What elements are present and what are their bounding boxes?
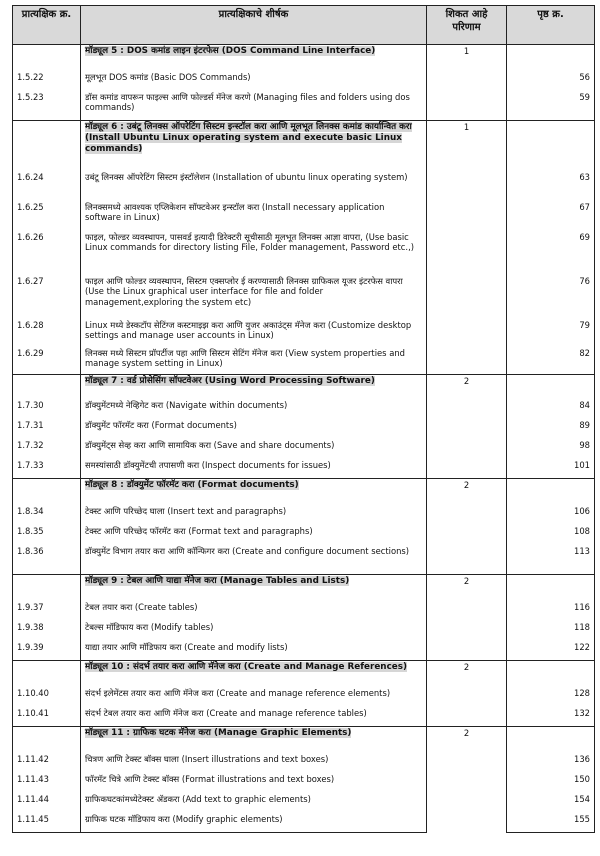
page-number: 113: [507, 545, 595, 575]
practical-code: 1.10.41: [13, 707, 81, 727]
module-outcome: 2: [427, 575, 507, 661]
practical-code: 1.9.37: [13, 601, 81, 621]
page-number: 155: [507, 813, 595, 833]
practical-code: 1.6.27: [13, 275, 81, 319]
practical-title: फाइल आणि फोल्डर व्यवस्थापन, सिस्टम एक्सप्लोर ई करण्यासाठी लिनक्स ग्राफिकल यूजर इंटरफेस वापरा (Use the Linux graphical user interface for file and folder management,exploring the system etc): [81, 275, 427, 319]
practical-row: [13, 753, 595, 773]
practical-title: याद्या तयार आणि मॉडिफाय करा (Create and modify lists): [81, 641, 427, 661]
module-title: [81, 727, 427, 753]
module-title-text: मॉड्यूल 5 : DOS कमांड लाइन इंटरफेस (DOS Command Line Interface): [85, 46, 376, 56]
module-title: [81, 121, 427, 171]
page-number: 84: [507, 399, 595, 419]
module-page-cell: [507, 45, 595, 71]
practical-code: 1.8.35: [13, 525, 81, 545]
practical-row: [13, 601, 595, 621]
practical-title: टेक्स्ट आणि परिच्छेद फॉरमॅट करा (Format text and paragraphs): [81, 525, 427, 545]
practical-title: संदर्भ इलेमेंटस तयार करा आणि मॅनेज करा (Create and manage reference elements): [81, 687, 427, 707]
page-number: 116: [507, 601, 595, 621]
practical-row: [13, 399, 595, 419]
page-number: 101: [507, 459, 595, 479]
practical-row: [13, 71, 595, 91]
page-number: 89: [507, 419, 595, 439]
page-number: 98: [507, 439, 595, 459]
page-number: 122: [507, 641, 595, 661]
module-code-cell: [13, 575, 81, 601]
practical-title: टेबल्स मॉडिफाय करा (Modify tables): [81, 621, 427, 641]
module-code-cell: [13, 727, 81, 753]
module-header-row: [13, 375, 595, 399]
practical-code: 1.6.24: [13, 171, 81, 201]
practical-row: [13, 459, 595, 479]
practical-title: टेक्स्ट आणि परिच्छेद घाला (Insert text and paragraphs): [81, 505, 427, 525]
page-number: 154: [507, 793, 595, 813]
practical-code: 1.6.28: [13, 319, 81, 347]
practical-code: 1.6.25: [13, 201, 81, 231]
header-outcome: शिकत आहे परिणाम: [427, 6, 507, 45]
practical-code: 1.8.36: [13, 545, 81, 575]
module-code-cell: [13, 479, 81, 505]
module-header-row: [13, 121, 595, 171]
practical-title: लिनक्समध्ये आवश्यक एप्लिकेशन सॉफ्टवेअर इन्स्टॉल करा (Install necessary application software in Linux): [81, 201, 427, 231]
practical-code: 1.9.38: [13, 621, 81, 641]
module-title: [81, 479, 427, 505]
practical-code: 1.9.39: [13, 641, 81, 661]
module-outcome: 1: [427, 121, 507, 375]
module-header-row: [13, 575, 595, 601]
practical-title: संदर्भ टेबल तयार करा आणि मॅनेज करा (Create and manage reference tables): [81, 707, 427, 727]
module-outcome: 2: [427, 661, 507, 727]
practical-title: डॉक्युमेंट्स सेव्ह करा आणि सामायिक करा (Save and share documents): [81, 439, 427, 459]
practical-code: 1.7.32: [13, 439, 81, 459]
module-header-row: [13, 479, 595, 505]
page-number: 136: [507, 753, 595, 773]
practical-row: [13, 231, 595, 275]
module-outcome: 1: [427, 45, 507, 121]
practical-title: उबंटू लिनक्स ऑपरेटिंग सिस्टम इंस्टॉलेशन (Installation of ubuntu linux operating system): [81, 171, 427, 201]
module-page-cell: [507, 375, 595, 399]
practical-row: [13, 793, 595, 813]
module-outcome: 2: [427, 375, 507, 479]
practical-code: 1.11.45: [13, 813, 81, 833]
practical-code: 1.5.23: [13, 91, 81, 121]
practical-title: समस्यांसाठी डॉक्युमेंटची तपासणी करा (Inspect documents for issues): [81, 459, 427, 479]
module-title-text: मॉड्यूल 6 : उबंटू लिनक्स ऑपरेटिंग सिस्टम इन्स्टॉल करा आणि मूलभूत लिनक्स कमांड कार्यान्वित करा (Install Ubuntu Linux operating system and execute basic Linux commands): [85, 122, 412, 154]
module-title-text: मॉड्यूल 7 : वर्ड प्रोसेसिंग सॉफ्टवेअर (Using Word Processing Software): [85, 376, 375, 386]
practical-row: [13, 505, 595, 525]
module-code-cell: [13, 661, 81, 687]
practical-code: 1.6.26: [13, 231, 81, 275]
module-title-text: मॉड्यूल 10 : संदर्भ तयार करा आणि मॅनेज करा (Create and Manage References): [85, 662, 408, 672]
header-row: [13, 6, 595, 45]
page-number: 59: [507, 91, 595, 121]
header-code: प्रात्यक्षिक क्र.: [13, 6, 81, 45]
practical-row: [13, 525, 595, 545]
module-title: [81, 375, 427, 399]
practical-row: [13, 687, 595, 707]
practical-title: डॉक्युमेंट विभाग तयार करा आणि कॉन्फिगर करा (Create and configure document sections): [81, 545, 427, 575]
module-outcome: 2: [427, 727, 507, 833]
module-title: [81, 575, 427, 601]
practical-row: [13, 347, 595, 375]
practical-code: 1.8.34: [13, 505, 81, 525]
practical-title: Linux मध्ये डेस्कटॉप सेटिंग्ज कस्टमाइझ करा आणि युजर अकाउंट्स मॅनेज करा (Customize desktop settings and manage user accounts in Linux): [81, 319, 427, 347]
module-header-row: [13, 727, 595, 753]
practical-title: लिनक्स मध्ये सिस्टम प्रॉपर्टीज पहा आणि सिस्टम सेटिंग मॅनेज करा (View system properties and manage system setting in Linux): [81, 347, 427, 375]
practical-row: [13, 91, 595, 121]
module-title: [81, 661, 427, 687]
page-number: 118: [507, 621, 595, 641]
practical-row: [13, 171, 595, 201]
practical-row: [13, 319, 595, 347]
module-title-text: मॉड्यूल 11 : ग्राफिक घटक मॅनेज करा (Manage Graphic Elements): [85, 728, 352, 738]
module-page-cell: [507, 121, 595, 171]
practical-code: 1.7.31: [13, 419, 81, 439]
practical-code: 1.11.44: [13, 793, 81, 813]
practical-code: 1.7.33: [13, 459, 81, 479]
page-number: 69: [507, 231, 595, 275]
practical-row: [13, 275, 595, 319]
practical-row: [13, 707, 595, 727]
module-page-cell: [507, 479, 595, 505]
practical-title: डॉक्युमेंटमध्ये नेव्हिगेट करा (Navigate within documents): [81, 399, 427, 419]
module-page-cell: [507, 575, 595, 601]
practical-row: [13, 419, 595, 439]
module-header-row: [13, 45, 595, 71]
page-number: 132: [507, 707, 595, 727]
page-number: 108: [507, 525, 595, 545]
practical-code: 1.5.22: [13, 71, 81, 91]
page-number: 150: [507, 773, 595, 793]
practical-code: 1.6.29: [13, 347, 81, 375]
practical-title: चित्रण आणि टेक्स्ट बॉक्स घाला (Insert illustrations and text boxes): [81, 753, 427, 773]
module-code-cell: [13, 45, 81, 71]
practical-title: डॉस कमांड वापरून फाइल्स आणि फोल्डर्स मॅनेज करणे (Managing files and folders using dos commands): [81, 91, 427, 121]
practical-title: फाइल, फोल्डर व्यवस्थापन, पासवर्ड इत्यादी डिरेक्टरी सूचीसाठी मूलभूत लिनक्स आज्ञा वापरा, (Use basic Linux commands for directory listing File, Folder management, Password etc.,): [81, 231, 427, 275]
module-title-text: मॉड्यूल 9 : टेबल आणि याद्या मॅनेज करा (Manage Tables and Lists): [85, 576, 350, 586]
module-title: [81, 45, 427, 71]
practical-title: टेबल तयार करा (Create tables): [81, 601, 427, 621]
module-outcome: 2: [427, 479, 507, 575]
module-page-cell: [507, 727, 595, 753]
practical-row: [13, 621, 595, 641]
module-header-row: [13, 661, 595, 687]
page-number: 63: [507, 171, 595, 201]
practical-title: डॉक्युमेंट फॉरमॅट करा (Format documents): [81, 419, 427, 439]
practical-row: [13, 201, 595, 231]
module-code-cell: [13, 121, 81, 171]
module-page-cell: [507, 661, 595, 687]
page-number: 56: [507, 71, 595, 91]
practical-code: 1.11.42: [13, 753, 81, 773]
page-number: 82: [507, 347, 595, 375]
page-number: 76: [507, 275, 595, 319]
practical-title: ग्राफिक घटक मॉडिफाय करा (Modify graphic elements): [81, 813, 427, 833]
practical-title: ग्राफिकघटकांमध्येटेक्स्ट ॲडकरा (Add text to graphic elements): [81, 793, 427, 813]
header-page: पृष्ठ क्र.: [507, 6, 595, 45]
contents-body: [13, 45, 595, 833]
page-number: 79: [507, 319, 595, 347]
contents-table: [12, 5, 595, 833]
practical-code: 1.11.43: [13, 773, 81, 793]
practical-row: [13, 773, 595, 793]
practical-row: [13, 813, 595, 833]
header-title: प्रात्यक्षिकाचे शीर्षक: [81, 6, 427, 45]
module-code-cell: [13, 375, 81, 399]
practical-title: मूलभूत DOS कमांड (Basic DOS Commands): [81, 71, 427, 91]
page-number: 128: [507, 687, 595, 707]
page-number: 67: [507, 201, 595, 231]
practical-row: [13, 439, 595, 459]
practical-code: 1.10.40: [13, 687, 81, 707]
module-title-text: मॉड्यूल 8 : डॉक्युमेंट फॉरमॅट करा (Format documents): [85, 480, 299, 490]
practical-code: 1.7.30: [13, 399, 81, 419]
practical-title: फॉरमॅट चित्रे आणि टेक्स्ट बॉक्स (Format illustrations and text boxes): [81, 773, 427, 793]
page-number: 106: [507, 505, 595, 525]
practical-row: [13, 641, 595, 661]
practical-row: [13, 545, 595, 575]
